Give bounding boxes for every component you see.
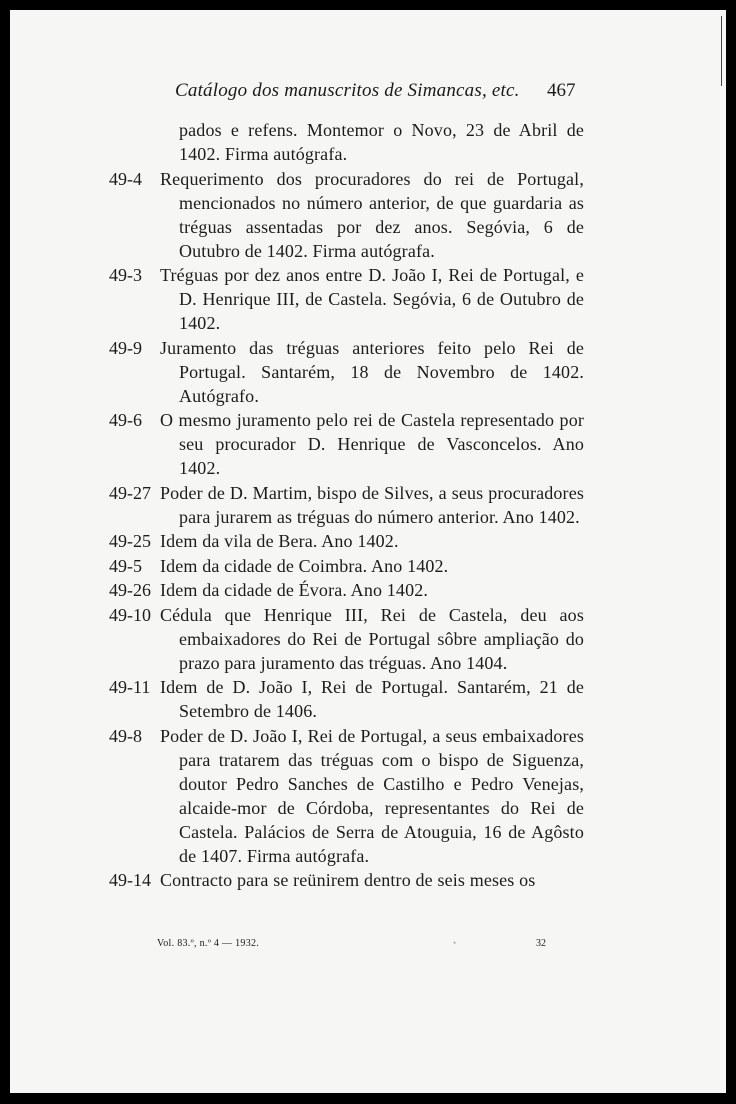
entry-number: 49-3 — [109, 265, 142, 285]
entry-number: 49-27 — [109, 482, 151, 503]
catalog-entry — [10, 529, 726, 553]
volume-note: Vol. 83.º, n.º 4 — 1932. — [157, 938, 260, 949]
catalog-entry — [10, 118, 726, 166]
catalog-entry — [10, 336, 726, 408]
entry-number: 49-14 — [109, 870, 151, 890]
entry-number: 49-8 — [109, 725, 142, 746]
entry-number: 49-26 — [109, 580, 151, 600]
catalog-entries — [10, 118, 726, 893]
entry-text: Cédula que Henrique III, Rei de Castela, deu aos embaixadores do Rei de Portugal sôbre ampliação do prazo para juramento das tréguas. Ano 1404. — [160, 604, 584, 673]
entry-text: Requerimento dos procuradores do rei de Portugal, mencionados no número anterior, de que guardaria as tréguas assentadas por dez anos. Segóvia, 6 de Outubro de 1402. Firma autógrafa. — [160, 168, 584, 261]
entry-number: 49-4 — [109, 168, 142, 189]
entry-text: Poder de D. Martim, bispo de Silves, a seus procuradores para jurarem as tréguas do número anterior. Ano 1402. — [160, 482, 584, 527]
catalog-entry — [10, 724, 726, 868]
catalog-entry — [10, 263, 726, 335]
catalog-entry — [10, 408, 726, 480]
catalog-entry — [10, 675, 726, 723]
entry-text: Idem da cidade de Coimbra. Ano 1402. — [160, 555, 449, 576]
running-title: Catálogo dos manuscritos de Simancas, etc. — [175, 80, 520, 101]
entry-text: Contracto para se reünirem dentro de seis meses os — [160, 870, 536, 890]
footer-dot: • — [453, 938, 457, 948]
entry-number: 49-9 — [109, 337, 142, 358]
page-number: 467 — [547, 80, 576, 101]
entry-number: 49-6 — [109, 410, 142, 430]
catalog-entry — [10, 167, 726, 263]
entry-text: Idem da cidade de Évora. Ano 1402. — [160, 580, 429, 600]
page-edge-line — [721, 16, 722, 86]
catalog-entry — [10, 481, 726, 529]
running-header — [10, 80, 726, 110]
entry-text: Idem da vila de Bera. Ano 1402. — [160, 531, 399, 551]
catalog-entry — [10, 868, 726, 892]
entry-number: 49-5 — [109, 555, 142, 576]
page-footer — [10, 938, 726, 956]
catalog-entry — [10, 554, 726, 578]
entry-text: Juramento das tréguas anteriores feito pelo Rei de Portugal. Santarém, 18 de Novembro de 1402. Autógrafo. — [160, 337, 584, 406]
document-page — [10, 10, 726, 1093]
entry-number: 49-25 — [109, 531, 151, 551]
entry-text: pados e refens. Montemor o Novo, 23 de Abril de 1402. Firma autógrafa. — [179, 120, 584, 164]
catalog-entry — [10, 578, 726, 602]
entry-text: Poder de D. João I, Rei de Portugal, a seus embaixadores para tratarem das tréguas com o bispo de Siguenza, doutor Pedro Sanches de Castilho e Pedro Venejas, alcaide-mor de Córdoba, representantes do Rei de Castela. Palácios de Serra de Atouguia, 16 de Agôsto de 1407. Firma autógrafa. — [160, 725, 584, 866]
entry-text: Idem de D. João I, Rei de Portugal. Santarém, 21 de Setembro de 1406. — [160, 677, 584, 721]
signature-mark: 32 — [536, 938, 546, 949]
entry-text: Tréguas por dez anos entre D. João I, Rei de Portugal, e D. Henrique III, de Castela. Segóvia, 6 de Outubro de 1402. — [160, 265, 584, 333]
catalog-entry — [10, 603, 726, 675]
entry-number: 49-10 — [109, 604, 151, 625]
entry-number: 49-11 — [109, 677, 151, 697]
entry-text: O mesmo juramento pelo rei de Castela representado por seu procurador D. Henrique de Vasconcelos. Ano 1402. — [160, 410, 584, 478]
